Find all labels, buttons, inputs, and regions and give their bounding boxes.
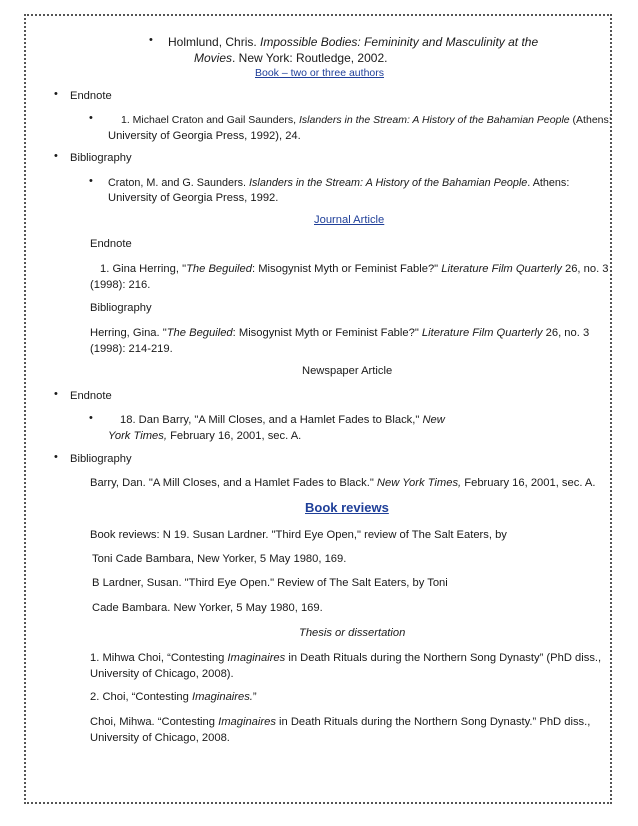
reviews-line1: Book reviews: N 19. Susan Lardner. "Third Eye Open," review of The Salt Eaters, by bbox=[90, 529, 507, 541]
book-bibliography-line1: Craton, M. and G. Saunders. Islanders in the Stream: A History of the Bahamian People. Athens: bbox=[108, 177, 570, 189]
reviews-line3: B Lardner, Susan. "Third Eye Open." Review of The Salt Eaters, by Toni bbox=[92, 577, 448, 589]
bibliography-label: Bibliography bbox=[90, 302, 152, 314]
thesis-endnote1-line1: 1. Mihwa Choi, “Contesting Imaginaires in Death Rituals during the Northern Song Dynasty” (PhD diss., bbox=[90, 652, 602, 664]
journal-endnote-line1: 1. Gina Herring, "The Beguiled: Misogynist Myth or Feminist Fable?" Literature Film Quarterly 26, no. 3 bbox=[100, 263, 609, 275]
bullet: • bbox=[89, 112, 93, 124]
reviews-line4: Cade Bambara. New Yorker, 5 May 1980, 169. bbox=[92, 602, 323, 614]
thesis-endnote2: 2. Choi, “Contesting Imaginaires.” bbox=[90, 691, 257, 703]
newspaper-bibliography-line1: Barry, Dan. "A Mill Closes, and a Hamlet Fades to Black." New York Times, February 16, 2001, sec. A. bbox=[90, 477, 596, 489]
newspaper-endnote-line2: York Times, February 16, 2001, sec. A. bbox=[108, 430, 302, 442]
bibliography-label: Bibliography bbox=[70, 453, 132, 465]
thesis-bibliography-line2: University of Chicago, 2008. bbox=[90, 732, 230, 744]
book-endnote-line2: University of Georgia Press, 1992), 24. bbox=[108, 130, 301, 142]
bullet: • bbox=[54, 451, 58, 463]
thesis-bibliography-line1: Choi, Mihwa. “Contesting Imaginaires in Death Rituals during the Northern Song Dynasty.” PhD diss., bbox=[90, 716, 591, 728]
reviews-line2: Toni Cade Bambara, New Yorker, 5 May 1980, 169. bbox=[92, 553, 347, 565]
section-heading-journal-article: Journal Article bbox=[314, 214, 385, 226]
holmlund-citation-line2: Movies. New York: Routledge, 2002. bbox=[194, 51, 388, 65]
section-heading-thesis: Thesis or dissertation bbox=[299, 627, 406, 639]
newspaper-endnote-line1: 18. Dan Barry, "A Mill Closes, and a Hamlet Fades to Black," New bbox=[120, 414, 445, 426]
bullet: • bbox=[149, 34, 153, 46]
journal-bibliography-line2: (1998): 214-219. bbox=[90, 343, 173, 355]
book-bibliography-line2: University of Georgia Press, 1992. bbox=[108, 192, 279, 204]
bullet: • bbox=[89, 175, 93, 187]
endnote-label: Endnote bbox=[70, 90, 112, 102]
endnote-label: Endnote bbox=[70, 390, 112, 402]
thesis-endnote1-line2: University of Chicago, 2008). bbox=[90, 668, 234, 680]
bullet: • bbox=[54, 88, 58, 100]
endnote-label: Endnote bbox=[90, 238, 132, 250]
bullet: • bbox=[89, 412, 93, 424]
bibliography-label: Bibliography bbox=[70, 152, 132, 164]
holmlund-citation-line1: Holmlund, Chris. Impossible Bodies: Femininity and Masculinity at the bbox=[168, 35, 539, 49]
bullet: • bbox=[54, 388, 58, 400]
journal-bibliography-line1: Herring, Gina. "The Beguiled: Misogynist Myth or Feminist Fable?" Literature Film Quarterly 26, no. 3 bbox=[90, 327, 590, 339]
section-heading-newspaper-article: Newspaper Article bbox=[302, 365, 393, 377]
bullet: • bbox=[54, 150, 58, 162]
section-heading-book-authors: Book – two or three authors bbox=[255, 67, 384, 79]
journal-endnote-line2: (1998): 216. bbox=[90, 279, 151, 291]
section-heading-book-reviews: Book reviews bbox=[305, 500, 389, 515]
book-endnote-line1: 1. Michael Craton and Gail Saunders, Islanders in the Stream: A History of the Bahamian People (Athens: bbox=[121, 114, 612, 126]
